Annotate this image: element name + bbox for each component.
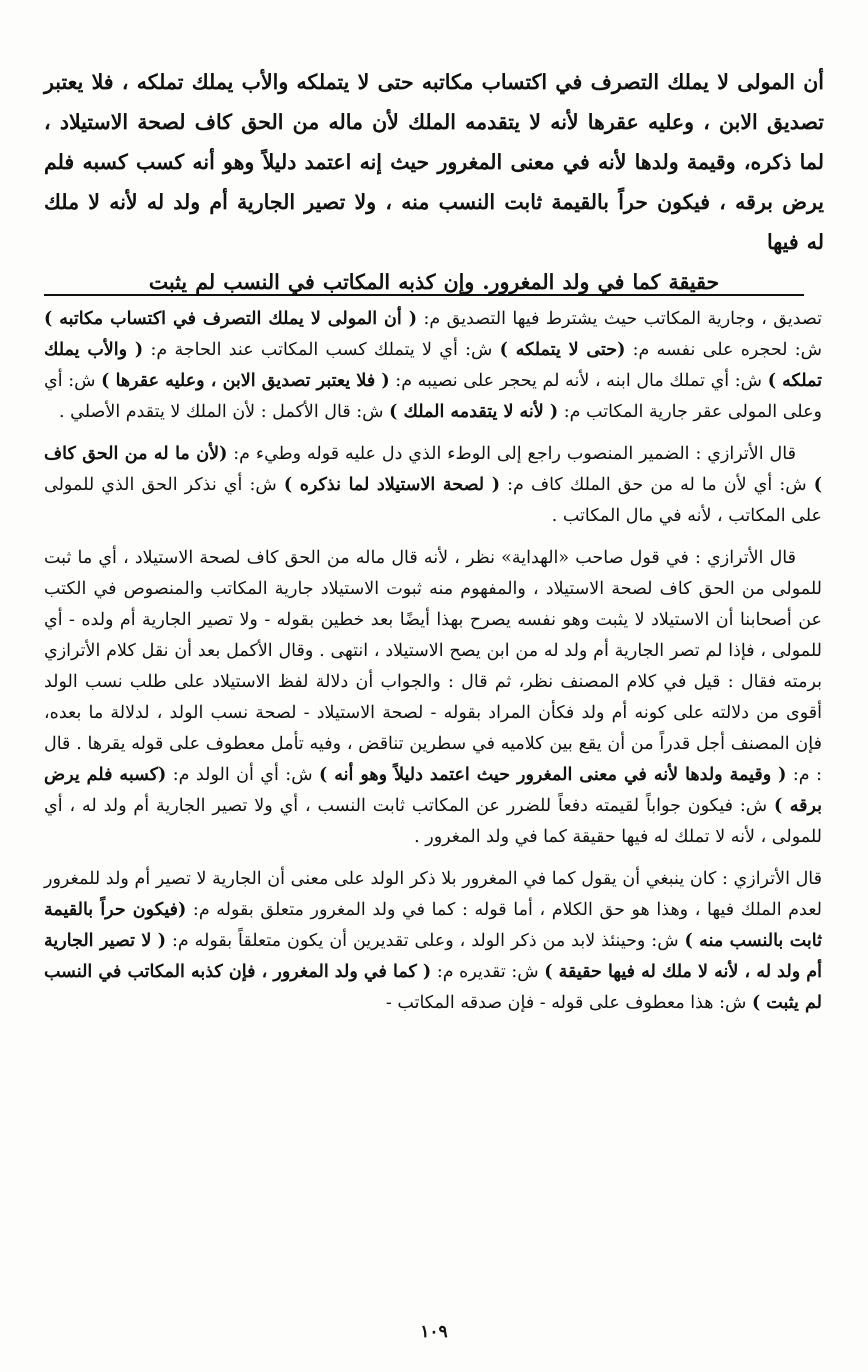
commentary-block xyxy=(44,304,822,1030)
quoted-matn: ( لا تصير الجارية أم ولد له ، لأنه لا ملك له فيها حقيقة ) xyxy=(44,931,822,982)
commentary-paragraph-1 xyxy=(44,304,822,428)
commentary-text: ش: أي لأن ما له من حق الملك كاف م: xyxy=(507,475,807,495)
page-number: ١٠٩ xyxy=(420,1322,448,1342)
commentary-text: ش: هذا معطوف على قوله - فإن صدقه المكاتب - xyxy=(385,993,747,1013)
commentary-text: ش: تقديره م: xyxy=(436,962,539,982)
quoted-matn: ( لأنه لا يتقدمه الملك ) xyxy=(389,402,559,422)
commentary-text: قال الأترازي : في قول صاحب «الهداية» نظر ، لأنه قال ماله من الحق كاف لصحة الاستيلاد ، أي ما ثبت للمولى من الحق كاف لصحة الاستيلاد ، والمفهوم منه ثبوت الاستيلاد جارية المكاتب والمنصوص في الكتب عن أصحابنا أن الاستيلاد لا يثبت وهو نفسه يصرح بهذا أيضًا بعد خطين بقوله - ولا تصير الجارية أم ولده - أي للمولى ، فإذا لم تصر الجارية أم ولد له من ابن يصح الاستيلاد ، انتهى . وقال الأكمل بعد أن نقل كلام الأترازي برمته فقال : قيل في كلام المصنف نظر، ثم قال : والجواب أن دلالة لفظ الاستيلاد على طلب نسب الولد أقوى من دلالته على كونه أم ولد فكأن المراد بقوله - لصحة الاستيلاد - لصحة نسب الولد ، لدلالة ما بعده، فإن المصنف أجل قدراً من أن يقع بين كلاميه في سطرين تناقض ، وفيه تأمل معطوف على قوله يقرها . قال : م: xyxy=(44,548,822,785)
main-text-paragraph: أن المولى لا يملك التصرف في اكتساب مكاتبه حتى لا يتملكه والأب يملك تملكه ، فلا يعتبر تصديق الابن ، وعليه عقرها لأنه لا يتقدمه الملك لأن ماله من الحق كاف لصحة الاستيلاد ، لما ذكره، وقيمة ولدها لأنه في معنى المغرور حيث إنه اعتمد دليلاً وهو أنه كسب كسبه فلم يرض برقه ، فيكون حراً بالقيمة ثابت النسب منه ، ولا تصير الجارية أم ولد له لأنه لا ملك له فيها xyxy=(44,70,824,254)
quoted-matn: (حتى لا يتملكه ) xyxy=(499,340,626,360)
quoted-matn: ( فلا يعتبر تصديق الابن ، وعليه عقرها ) xyxy=(101,371,390,391)
commentary-paragraph-2 xyxy=(44,439,822,532)
main-text-block xyxy=(44,62,824,302)
commentary-text: قال الأترازي : كان ينبغي أن يقول كما في المغرور بلا ذكر الولد على معنى أن الجارية لا تصير أم ولد للمغرور لعدم الملك فيها ، وهذا هو حق الكلام ، أما قوله : كما في ولد المغرور متعلق بقوله م: xyxy=(44,869,822,920)
quoted-matn: (فيكون حراً بالقيمة ثابت بالنسب منه ) xyxy=(44,900,822,951)
commentary-text: ش: فيكون جواباً لقيمته دفعاً للضرر عن المكاتب ثابت النسب ، أي ولا تصير الجارية أم ولد له ، أي للمولى ، لأنه لا تملك له فيها حقيقة كما في ولد المغرور . xyxy=(44,796,822,847)
commentary-paragraph-4 xyxy=(44,864,822,1019)
commentary-text: ش: لحجره على نفسه م: xyxy=(632,340,822,360)
main-text-last-line: حقيقة كما في ولد المغرور. وإن كذبه المكاتب في النسب لم يثبت xyxy=(148,270,720,294)
quoted-matn: (لأن ما له من الحق كاف ) xyxy=(44,444,822,495)
quoted-matn: ( أن المولى لا يملك التصرف في اكتساب مكاتبه ) xyxy=(44,309,418,329)
commentary-text: ش: أي أن الولد م: xyxy=(172,765,313,785)
quoted-matn: ( والأب يملك تملكه ) xyxy=(44,340,822,391)
commentary-text: ش: وحينئذ لابد من ذكر الولد ، وعلى تقديرين أن يكون متعلقاً بقوله م: xyxy=(171,931,679,951)
quoted-matn: ( لصحة الاستيلاد لما نذكره ) xyxy=(283,475,501,495)
quoted-matn: (كسبه فلم يرض برقه ) xyxy=(44,765,822,816)
footnote-divider xyxy=(44,294,804,296)
quoted-matn: ( وقيمة ولدها لأنه في معنى المغرور حيث اعتمد دليلاً وهو أنه ) xyxy=(319,765,787,785)
commentary-text: ش: أي لا يتملك كسب المكاتب عند الحاجة م: xyxy=(150,340,493,360)
commentary-text: قال الأترازي : الضمير المنصوب راجع إلى الوطء الذي دل عليه قوله وطيء م: xyxy=(233,444,796,464)
commentary-text: تصديق ، وجارية المكاتب حيث يشترط فيها التصديق م: xyxy=(423,309,822,329)
commentary-paragraph-3 xyxy=(44,543,822,853)
commentary-text: ش: قال الأكمل : لأن الملك لا يتقدم الأصلي . xyxy=(59,402,384,422)
commentary-text: ش: أي وعلى المولى عقر جارية المكاتب م: xyxy=(44,371,822,422)
commentary-text: ش: أي نذكر الحق الذي للمولى على المكاتب ، لأنه في مال المكاتب . xyxy=(44,475,822,526)
commentary-text: ش: أي تملك مال ابنه ، لأنه لم يحجر على نصيبه م: xyxy=(395,371,763,391)
quoted-matn: ( كما في ولد المغرور ، فإن كذبه المكاتب في النسب لم يثبت ) xyxy=(44,962,822,1013)
